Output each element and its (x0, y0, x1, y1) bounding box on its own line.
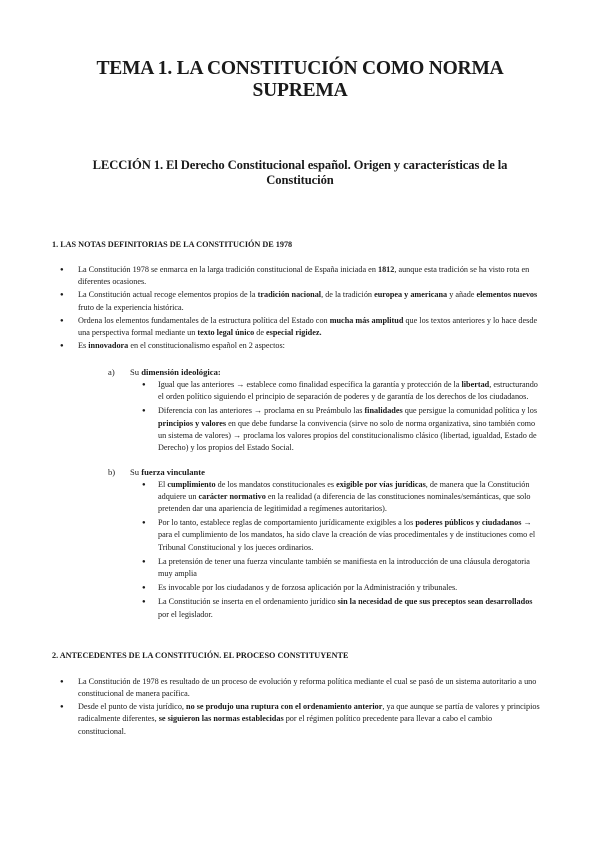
aspects-list (108, 366, 540, 620)
aspect-b-sublist (142, 479, 540, 621)
list-item: ● La Constitución actual recoge elementos propios de la tradición nacional, de la tradición europea y americana y añade elementos nuevos fruto de la experiencia histórica. (60, 289, 540, 313)
list-item: ● Por lo tanto, establece reglas de comportamiento jurídicamente exigibles a los poderes públicos y ciudadanos → para el cumplimiento de los mandatos, ha sido clave la creación de vías procedimentales y de instituciones como el Tribunal Constitucional y los jueces ordinarios. (142, 517, 540, 554)
list-item: ● La Constitución se inserta en el ordenamiento jurídico sin la necesidad de que sus preceptos sean desarrollados por el legislador. (142, 596, 540, 620)
aspect-a-heading: a) Su dimensión ideológica: (108, 367, 221, 378)
list-item: ● La Constitución de 1978 es resultado de un proceso de evolución y reforma política mediante el cual se pasó de un sistema autoritario a uno constitucional de manera pacífica. (60, 676, 540, 700)
list-item: ● Diferencia con las anteriores → proclama en su Preámbulo las finalidades que persigue la comunidad política y los principios y valores en que debe fundarse la convivencia (sirve no solo de norma organizativa, sino también como un sistema de valores) → proclama los valores propios del constitucionalismo clásico (libertad, igualdad, Estado de Derecho) y los propios del Estado Social. (142, 405, 540, 454)
list-item: ● La Constitución 1978 se enmarca en la larga tradición constitucional de España iniciada en 1812, aunque esta tradición se ha visto rota en diferentes ocasiones. (60, 264, 540, 288)
aspect-b (108, 466, 540, 621)
list-item: ● Igual que las anteriores → establece como finalidad específica la garantía y protección de la libertad, estructurando el orden político siguiendo el principio de separación de poderes y de garantía de los derechos de los ciudadanos. (142, 379, 540, 403)
list-item: ● Desde el punto de vista jurídico, no se produjo una ruptura con el ordenamiento anterior, ya que aunque se partía de valores y principios radicalmente diferentes, se siguieron las normas establecidas por el régimen político precedente para llevar a cabo el cambio constitucional. (60, 701, 540, 738)
list-item: ● Es innovadora en el constitucionalismo español en 2 aspectos: (60, 340, 540, 352)
aspect-b-heading: b) Su fuerza vinculante (108, 467, 205, 478)
list-item: ● El cumplimiento de los mandatos constitucionales es exigible por vías jurídicas, de manera que la Constitución adquiere un carácter normativo en la realidad (a diferencia de las constituciones nominales/semánticas, que solo pretenden dar una apariencia de legitimidad a regímenes autoritarios). (142, 479, 540, 516)
section-2-list (60, 676, 540, 738)
list-item: ● Ordena los elementos fundamentales de la estructura política del Estado con mucha más amplitud que los textos anteriores y lo hace desde una perspectiva formal mediante un texto legal único de especial rigidez. (60, 315, 540, 339)
aspect-a-sublist (142, 379, 540, 454)
list-item: ● Es invocable por los ciudadanos y de forzosa aplicación por la Administración y tribunales. (142, 582, 540, 594)
section-2-heading: 2. ANTECEDENTES DE LA CONSTITUCIÓN. EL PROCESO CONSTITUYENTE (52, 650, 349, 660)
aspect-a (108, 366, 540, 454)
list-item: ● La pretensión de tener una fuerza vinculante también se manifiesta en la introducción de una cláusula derogatoria muy amplia (142, 556, 540, 580)
page-title: TEMA 1. LA CONSTITUCIÓN COMO NORMA SUPREMA (96, 58, 504, 101)
lesson-title: LECCIÓN 1. El Derecho Constitucional español. Origen y características de la Constitución (92, 158, 508, 187)
section-1-list (60, 264, 540, 352)
section-1-heading: 1. LAS NOTAS DEFINITORIAS DE LA CONSTITUCIÓN DE 1978 (52, 240, 293, 249)
